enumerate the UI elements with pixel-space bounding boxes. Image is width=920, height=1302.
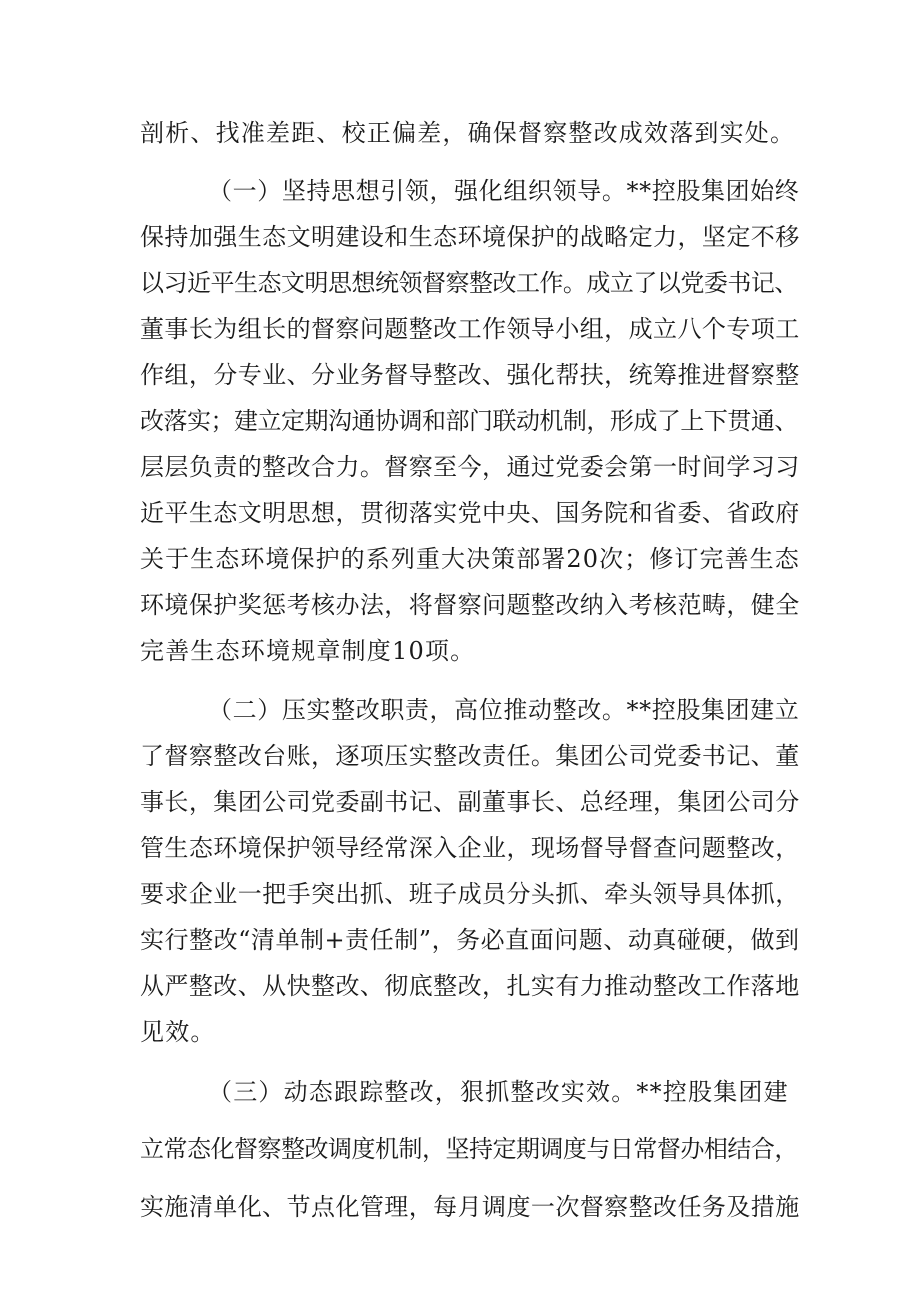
line-text: 关于生态环境保护的系列重大决策部署20次；修订完善生态: [140, 545, 800, 573]
line-text: 保持加强生态文明建设和生态环境保护的战略定力，坚定不移: [140, 223, 800, 251]
paragraph-line: [0, 736, 920, 776]
line-text: 了督察整改台账，逐项压实整改责任。集团公司党委书记、董: [140, 742, 800, 770]
paragraph-line: [0, 447, 920, 487]
paragraph-line: [0, 1012, 920, 1052]
line-text: 管生态环境保护领导经常深入企业，现场督导督查问题整改，: [140, 834, 800, 862]
line-text: 层层负责的整改合力。督察至今，通过党委会第一时间学习习: [140, 453, 800, 481]
line-text: 以习近平生态文明思想统领督察整改工作。成立了以党委书记、: [140, 269, 798, 297]
line-text: 事长，集团公司党委副书记、副董事长、总经理，集团公司分: [140, 788, 800, 816]
section-heading-line: （三）动态跟踪整改，狠抓整改实效。**控股集团建: [208, 1078, 789, 1106]
paragraph-line: [0, 966, 920, 1006]
paragraph-line: [0, 782, 920, 822]
paragraph-line: [0, 171, 920, 211]
paragraph-line: [0, 1187, 920, 1227]
paragraph-line: [0, 401, 920, 441]
paragraph-line: [0, 539, 920, 579]
paragraph-line: [0, 690, 920, 730]
paragraph-line: [0, 493, 920, 533]
paragraph-line: [0, 263, 920, 303]
line-text: 完善生态环境规章制度10项。: [140, 637, 476, 665]
paragraph-line: [0, 1129, 920, 1169]
paragraph-line: [0, 309, 920, 349]
paragraph-line: [0, 113, 920, 153]
line-text: 近平生态文明思想，贯彻落实党中央、国务院和省委、省政府: [140, 499, 800, 527]
section-heading-line: （二）压实整改职责，高位推动整改。**控股集团建立: [208, 696, 800, 724]
line-text: 实行整改“清单制+责任制”，务必直面问题、动真碰硬，做到: [140, 926, 800, 954]
paragraph-line: [0, 585, 920, 625]
line-text: 董事长为组长的督察问题整改工作领导小组，成立八个专项工: [140, 315, 800, 343]
line-text: 见效。: [140, 1018, 216, 1046]
line-text: 改落实；建立定期沟通协调和部门联动机制，形成了上下贯通、: [140, 407, 798, 435]
paragraph-line: [0, 828, 920, 868]
line-text: 剖析、找准差距、校正偏差，确保督察整改成效落到实处。: [140, 119, 796, 147]
line-text: 立常态化督察整改调度机制，坚持定期调度与日常督办相结合，: [140, 1135, 798, 1163]
line-text: 从严整改、从快整改、彻底整改，扎实有力推动整改工作落地: [140, 972, 800, 1000]
section-heading-line: （一）坚持思想引领，强化组织领导。**控股集团始终: [208, 177, 800, 205]
line-text: 实施清单化、节点化管理，每月调度一次督察整改任务及措施: [140, 1193, 800, 1221]
paragraph-line: [0, 355, 920, 395]
paragraph-line: [0, 631, 920, 671]
line-text: 环境保护奖惩考核办法，将督察问题整改纳入考核范畴，健全: [140, 591, 800, 619]
line-text: 要求企业一把手突出抓、班子成员分头抓、牵头领导具体抓，: [140, 880, 800, 908]
paragraph-line: [0, 920, 920, 960]
paragraph-line: [0, 217, 920, 257]
paragraph-line: [0, 1072, 920, 1112]
line-text: 作组，分专业、分业务督导整改、强化帮扶，统筹推进督察整: [140, 361, 800, 389]
paragraph-line: [0, 874, 920, 914]
